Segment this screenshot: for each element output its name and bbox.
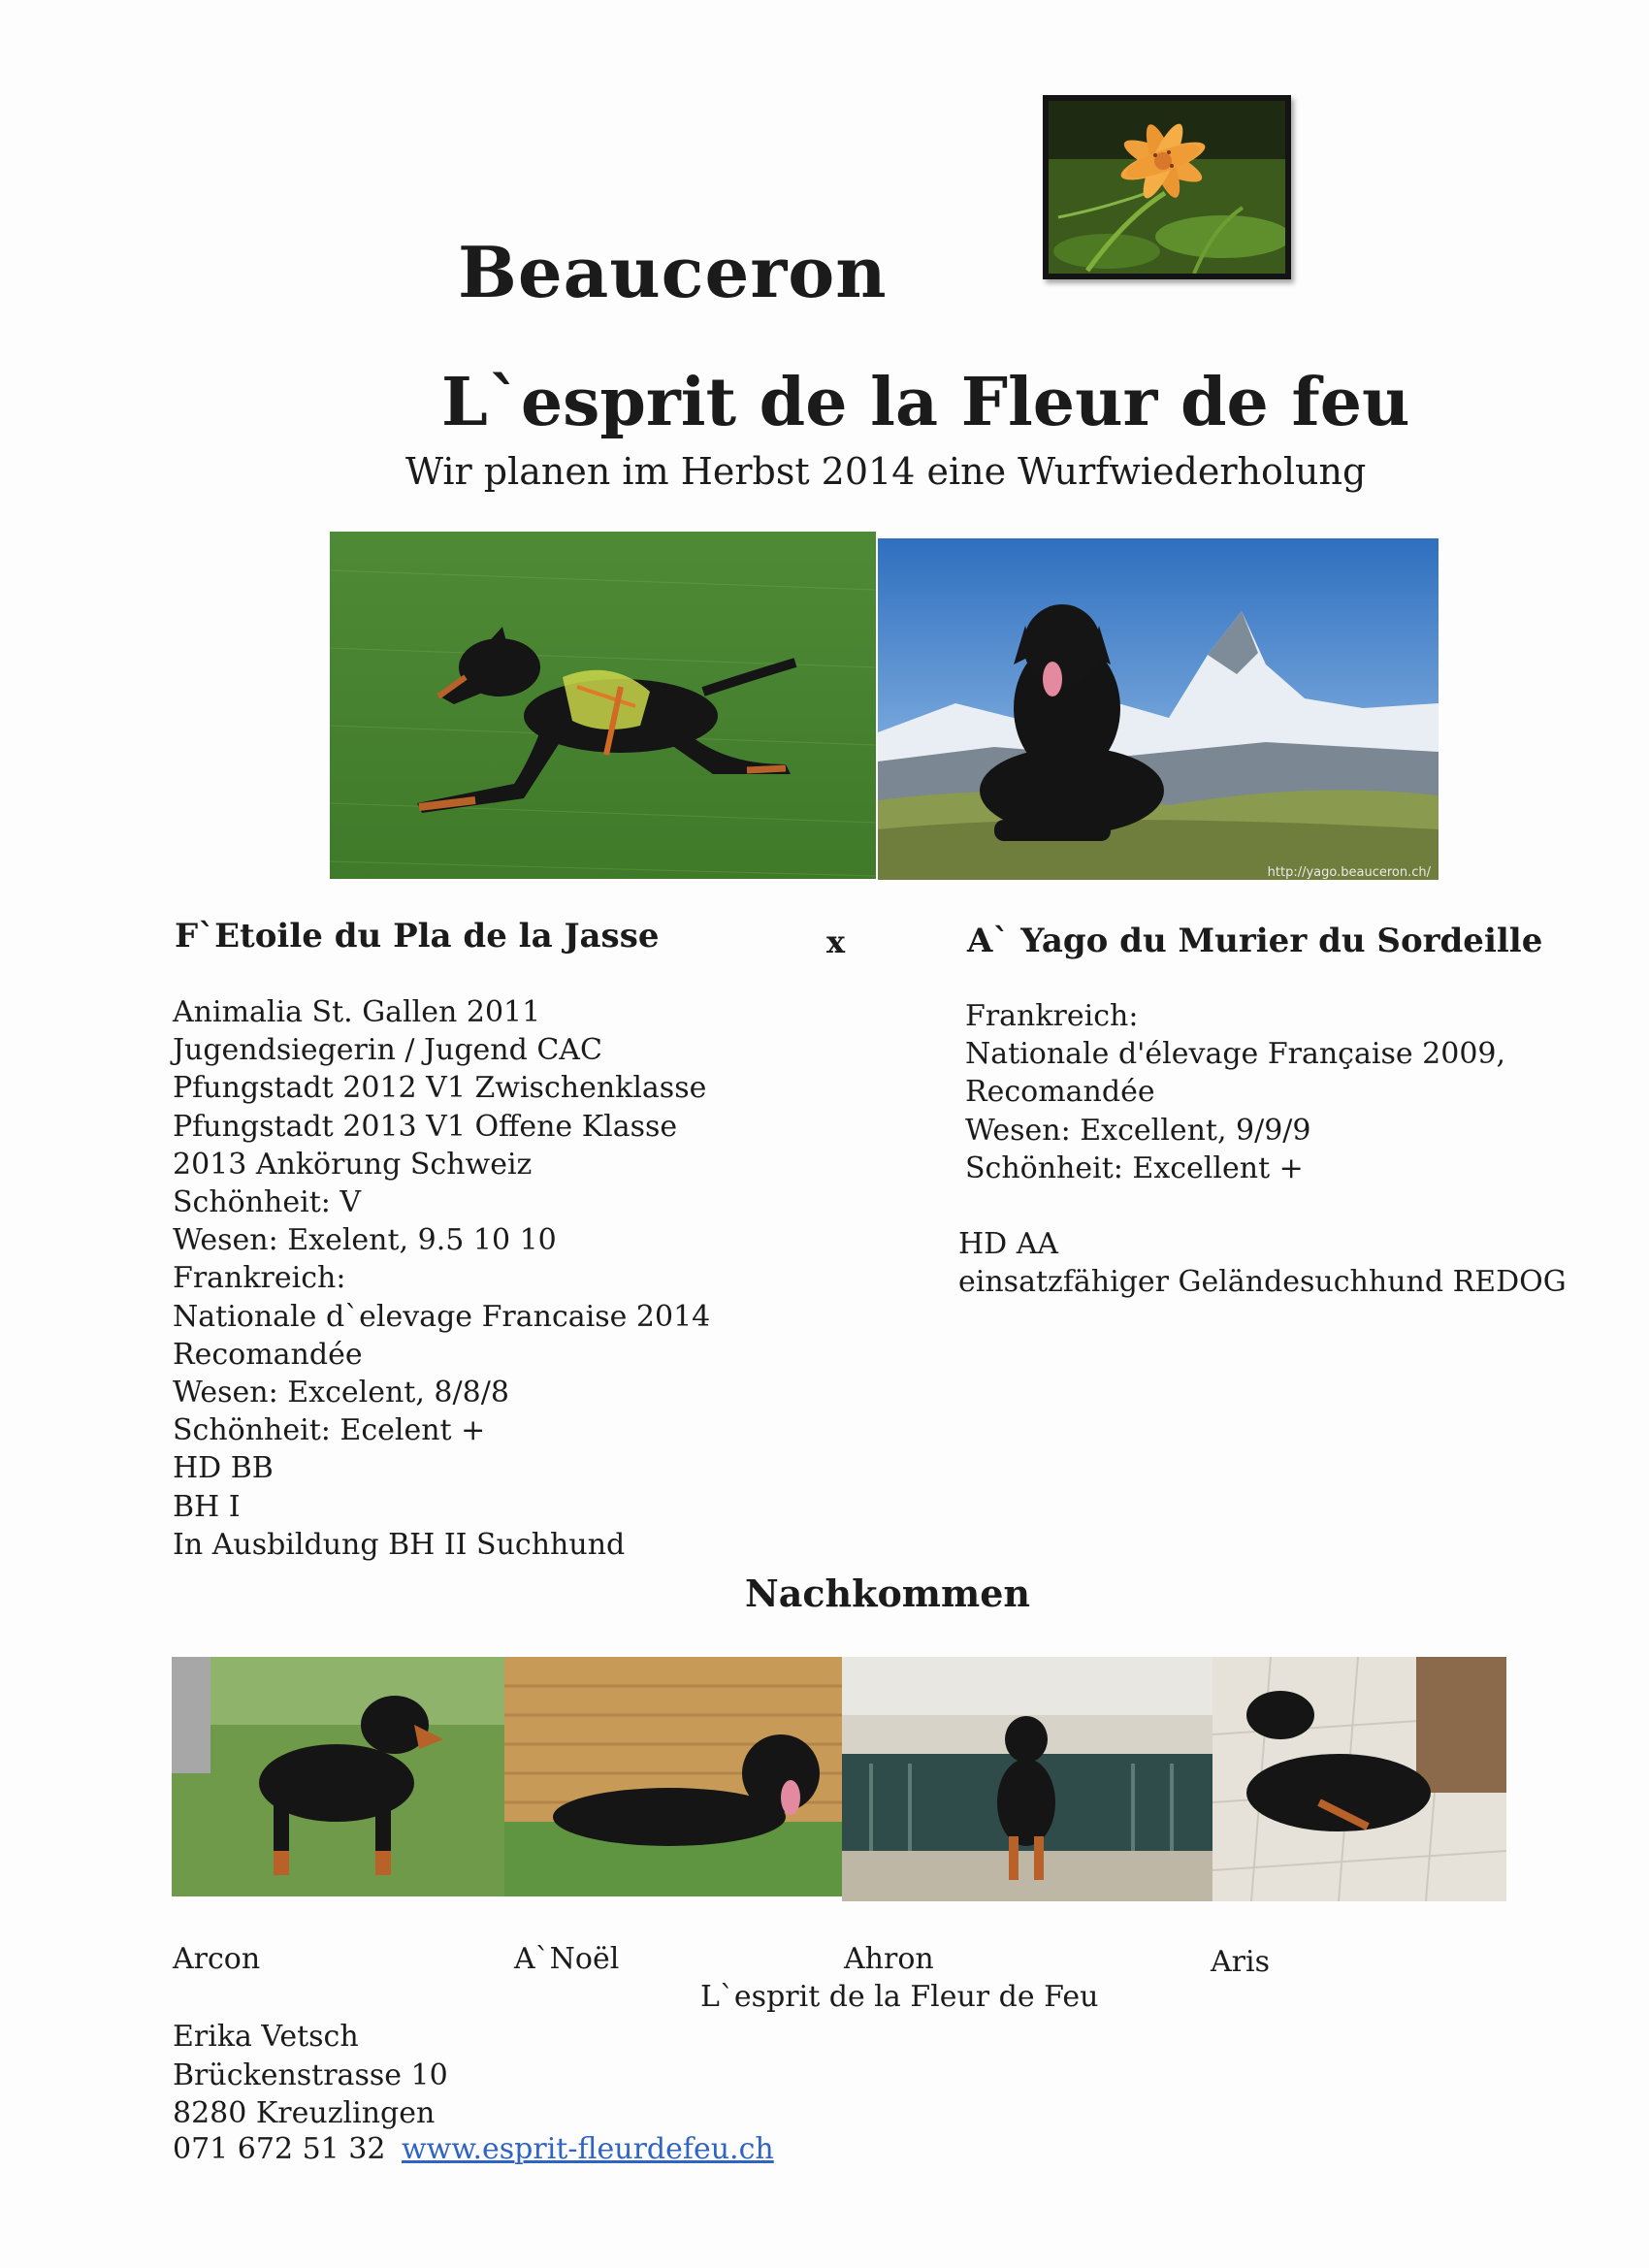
contact-city: 8280 Kreuzlingen bbox=[173, 2096, 436, 2130]
sire-detail-line: Nationale d'élevage Française 2009, bbox=[965, 1037, 1506, 1072]
subtitle: Wir planen im Herbst 2014 eine Wurfwiederholung bbox=[405, 450, 1367, 493]
offspring-photo-arcon bbox=[172, 1657, 506, 1896]
mountain-dog-image bbox=[878, 538, 1439, 880]
offspring-photo-ahron bbox=[842, 1657, 1212, 1901]
contact-street: Brückenstrasse 10 bbox=[173, 2057, 448, 2092]
sire-detail-line: Frankreich: bbox=[965, 999, 1139, 1033]
offspring-photo-aris bbox=[1212, 1657, 1506, 1901]
photo-credit: http://yago.beauceron.ch/ bbox=[1267, 865, 1431, 880]
dam-detail-line: In Ausbildung BH II Suchhund bbox=[173, 1527, 626, 1562]
website-link[interactable]: www.esprit-fleurdefeu.ch bbox=[402, 2132, 774, 2166]
dam-detail-line: Pfungstadt 2012 V1 Zwischenklasse bbox=[173, 1071, 707, 1106]
lily-image bbox=[1049, 101, 1285, 274]
sire-detail-line: Schönheit: Excellent + bbox=[965, 1150, 1304, 1185]
dam-detail-line: HD BB bbox=[173, 1451, 274, 1486]
cross-symbol: x bbox=[826, 923, 846, 960]
running-dog-image bbox=[330, 532, 876, 879]
dam-detail-line: Schönheit: V bbox=[173, 1185, 362, 1220]
dam-details bbox=[173, 993, 710, 1564]
dam-name: F`Etoile du Pla de la Jasse bbox=[175, 917, 660, 956]
sire-detail-line: Wesen: Excellent, 9/9/9 bbox=[965, 1113, 1311, 1148]
dam-detail-line: Jugendsiegerin / Jugend CAC bbox=[173, 1033, 602, 1068]
sire-extra-line: einsatzfähiger Geländesuchhund REDOG bbox=[958, 1265, 1567, 1300]
offspring-name: Ahron bbox=[844, 1942, 934, 1976]
page-title: Beauceron bbox=[458, 231, 888, 313]
dam-detail-line: 2013 Ankörung Schweiz bbox=[173, 1147, 533, 1182]
contact-name: Erika Vetsch bbox=[173, 2020, 359, 2054]
offspring-name: Arcon bbox=[173, 1942, 261, 1976]
dam-detail-line: Wesen: Exelent, 9.5 10 10 bbox=[173, 1223, 557, 1258]
offspring-name: Aris bbox=[1211, 1945, 1270, 1979]
dam-detail-line: Wesen: Excelent, 8/8/8 bbox=[173, 1376, 509, 1410]
dam-detail-line: Pfungstadt 2013 V1 Offene Klasse bbox=[173, 1109, 678, 1144]
dam-detail-line: Frankreich: bbox=[173, 1261, 346, 1296]
dam-detail-line: BH I bbox=[173, 1489, 241, 1524]
kennel-name: L`esprit de la Fleur de feu bbox=[441, 364, 1410, 441]
lily-photo bbox=[1043, 95, 1291, 279]
sire-mountain-photo bbox=[878, 538, 1439, 880]
dam-detail-line: Animalia St. Gallen 2011 bbox=[173, 995, 541, 1029]
contact-phone: 071 672 51 32 bbox=[173, 2132, 386, 2166]
dam-detail-line: Nationale d`elevage Francaise 2014 bbox=[173, 1299, 711, 1334]
offspring-name: A`Noël bbox=[514, 1942, 620, 1976]
offspring-photo-anoel bbox=[504, 1657, 844, 1896]
offspring-heading: Nachkommen bbox=[745, 1571, 1031, 1615]
dam-running-photo bbox=[330, 532, 876, 879]
sire-extra-line: HD AA bbox=[958, 1227, 1059, 1261]
dam-detail-line: Recomandée bbox=[173, 1337, 363, 1372]
sire-details bbox=[965, 997, 1505, 1187]
dam-detail-line: Schönheit: Ecelent + bbox=[173, 1413, 486, 1448]
offspring-kennel-line: L`esprit de la Fleur de Feu bbox=[700, 1980, 1099, 2014]
sire-name: A` Yago du Murier du Sordeille bbox=[967, 922, 1543, 960]
sire-detail-line: Recomandée bbox=[965, 1075, 1155, 1110]
contact-block bbox=[173, 2018, 448, 2133]
sire-health-info bbox=[958, 1225, 1567, 1301]
